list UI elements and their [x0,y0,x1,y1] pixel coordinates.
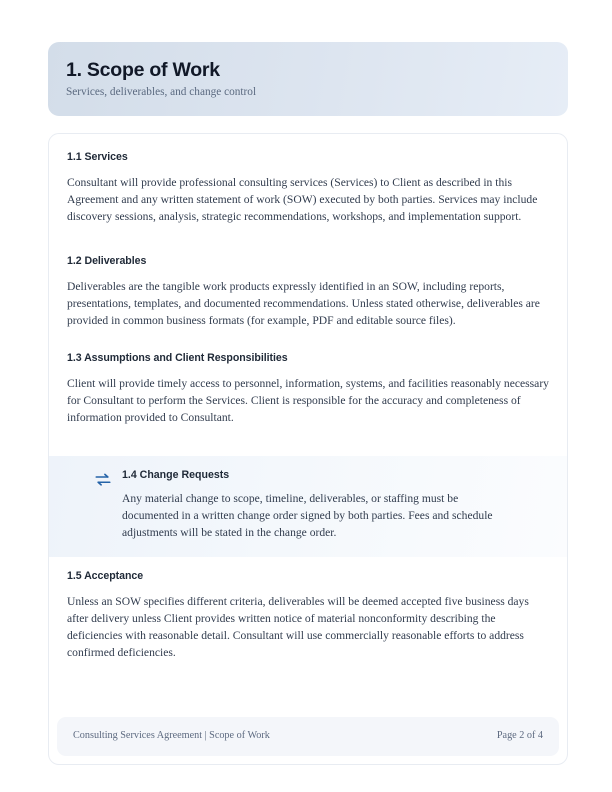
footer-page-number: Page 2 of 4 [496,730,543,742]
section-body-text: Consultant will provide professional consulting services (Services) to Client as described in this Agreement and any written statement of work (SOW) executed by both parties. Services may include discovery sessions, analysis, strategic recommendations, workshops, and implementation support. [67,176,538,224]
section-1-3-assumptions [67,352,549,427]
callout-body-text: Any material change to scope, timeline, deliverables, or staffing must be documented in a written change order signed by both parties. Fees and schedule adjustments will be stated in the change order. [122,492,493,540]
document-body-card [48,133,568,765]
section-body-text: Deliverables are the tangible work products expressly identified in an SOW, including reports, presentations, templates, and documented recommendations. Unless stated otherwise, deliverables are provided in common business formats (for example, PDF and editable source files). [67,280,540,328]
section-spacer [67,557,549,570]
section-heading: 1.3 Assumptions and Client Responsibilities [67,351,288,364]
footer-document-label: Consulting Services Agreement | Scope of Work [73,730,270,742]
section-1-5-acceptance [67,570,549,662]
section-heading: 1.5 Acceptance [67,569,144,582]
section-spacer [67,443,549,456]
page-title: 1. Scope of Work [66,59,220,81]
callout-row [67,469,551,542]
callout-content [122,469,551,542]
page-subtitle: Services, deliverables, and change control [66,86,257,99]
exchange-arrows-icon [94,471,112,489]
section-spacer [67,242,549,255]
callout-heading: 1.4 Change Requests [122,468,230,481]
section-heading: 1.2 Deliverables [67,254,147,267]
section-1-2-deliverables [67,255,549,330]
section-heading: 1.1 Services [67,150,128,163]
page-footer [57,717,559,756]
section-body-text: Unless an SOW specifies different criteria, deliverables will be deemed accepted five business days after delivery unless Client provides written notice of material nonconformity describing the deficiencies with reasonable detail. Consultant will use commercially reasonable efforts to address confirmed deficiencies. [67,595,529,659]
section-1-1-services [67,151,549,226]
document-header-banner [48,42,568,116]
section-body-text: Client will provide timely access to personnel, information, systems, and facilities reasonably necessary for Consultant to perform the Services. Client is responsible for the accuracy and completeness of information provided to Consultant. [67,377,549,425]
document-sections-container [49,134,567,662]
section-1-4-change-requests-callout [49,456,568,557]
